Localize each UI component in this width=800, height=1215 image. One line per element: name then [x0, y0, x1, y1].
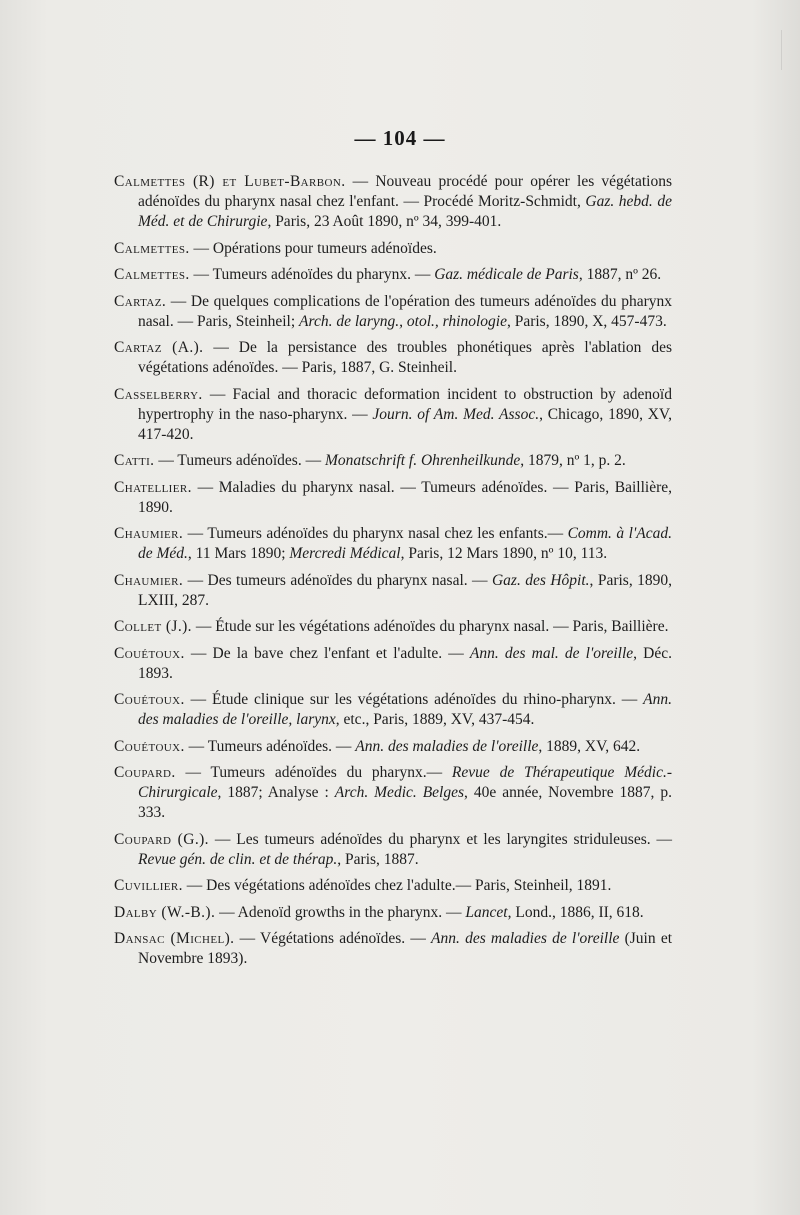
entry-source: Ann. des maladies de l'oreille — [431, 930, 620, 947]
entry-text: — Étude clinique sur les végétations adénoïdes du rhino-pharynx. — — [184, 691, 644, 708]
entry-author: Couétoux. — [114, 737, 185, 755]
entry-author: Calmettes (R) et Lubet-Barbon. — [114, 173, 346, 190]
page-number: — 104 — — [354, 126, 446, 150]
entry-author: Dalby (W.-B.). — [114, 903, 216, 921]
bibliography-entry — [114, 737, 672, 757]
entry-source-secondary: Arch. Medic. Belges — [334, 784, 465, 801]
entry-text: — Maladies du pharynx nasal. — Tumeurs adénoïdes. — Paris, Baillière, 1890. — [138, 478, 672, 516]
entry-source: Monatschrift f. Ohrenheilkunde — [324, 452, 521, 469]
bibliography-entry — [114, 338, 672, 378]
entry-text: — Tumeurs adénoïdes du pharynx. — — [189, 266, 435, 283]
entry-author: Calmettes. — [114, 266, 190, 283]
bibliography-entry — [114, 903, 672, 923]
entry-tail: (Juin et Novembre 1893). — [138, 930, 672, 967]
entry-source: Arch. de laryng., otol., rhinologie — [299, 312, 507, 330]
entry-text: — Des végétations adénoïdes chez l'adulte.— Paris, Steinheil, 1891. — [182, 877, 612, 894]
entry-text: — Tumeurs adénoïdes du pharynx nasal chez les enfants.— — [183, 525, 568, 542]
entry-author: Couétoux. — [114, 644, 185, 662]
entry-author: Calmettes. — [114, 239, 190, 257]
bibliography-entry — [114, 385, 672, 445]
entry-source-secondary: Mercredi Médical — [289, 545, 401, 562]
entry-tail: , 1889, XV, 642. — [538, 737, 641, 755]
entry-text: — Des tumeurs adénoïdes du pharynx nasal. — — [183, 571, 492, 589]
bibliography-entry — [114, 763, 672, 823]
entry-tail: , Déc. 1893. — [138, 644, 672, 682]
entry-tail: , Paris, 1890, X, 457-473. — [506, 312, 667, 330]
entry-tail: , etc., Paris, 1889, XV, 437-454. — [335, 711, 535, 728]
bibliography-entry — [114, 690, 672, 730]
entry-source: Ann. des mal. de l'oreille — [469, 644, 634, 662]
entry-text: — Tumeurs adénoïdes. — — [154, 452, 325, 469]
bibliography-entry — [114, 830, 672, 870]
bibliography-entry — [114, 929, 672, 969]
entry-author: Casselberry. — [114, 385, 203, 403]
entry-tail-secondary: , 40e année, Novembre 1887, p. 333. — [138, 784, 672, 821]
entry-text: — De quelques complications de l'opération des tumeurs adénoïdes du pharynx nasal. — Paris, Steinheil; — [138, 292, 672, 330]
bibliography-entry — [114, 239, 672, 259]
entry-tail: , Chicago, 1890, XV, 417-420. — [138, 405, 672, 443]
bibliography-entry — [114, 292, 672, 332]
entry-source: Comm. à l'Acad. de Méd. — [138, 525, 672, 562]
entry-tail: , Paris, 1887. — [337, 850, 419, 868]
entry-source: Ann. des maladies de l'oreille — [355, 737, 539, 755]
entry-source: Ann. des maladies de l'oreille, larynx — [138, 691, 672, 728]
page-edge-mark — [781, 30, 782, 70]
entry-tail: , Paris, 23 Août 1890, nº 34, 399-401. — [267, 213, 502, 230]
entry-text: — Végétations adénoïdes. — — [234, 930, 432, 947]
bibliography-list — [114, 172, 672, 976]
entry-author: Dansac (Michel). — [114, 930, 235, 947]
entry-author: Coupard (G.). — [114, 830, 209, 848]
entry-source: Gaz. médicale de Paris — [434, 266, 579, 283]
bibliography-entry — [114, 451, 672, 471]
entry-text: — De la persistance des troubles phonétiques après l'ablation des végétations adénoïdes. — Paris, 1887, G. Steinheil. — [138, 339, 672, 376]
entry-source: Revue de Thérapeutique Médic.-Chirurgicale — [138, 764, 673, 801]
bibliography-entry — [114, 876, 672, 896]
bibliography-entry — [114, 172, 672, 232]
entry-text: — Nouveau procédé pour opérer les végétations adénoïdes du pharynx nasal chez l'enfant. — Procédé Moritz-Schmidt, — [138, 173, 672, 210]
entry-text: — Les tumeurs adénoïdes du pharynx et les laryngites striduleuses. — — [208, 830, 673, 848]
entry-source: Gaz. des Hôpit. — [491, 571, 590, 589]
bibliography-entry — [114, 644, 672, 684]
entry-author: Chatellier. — [114, 478, 192, 496]
entry-source: Lancet — [465, 903, 508, 921]
entry-author: Chaumier. — [114, 571, 184, 589]
bibliography-entry — [114, 265, 672, 285]
entry-tail: , 1887, nº 26. — [578, 266, 662, 283]
entry-author: Cartaz. — [114, 292, 167, 310]
entry-source: Journ. of Am. Med. Assoc. — [372, 405, 540, 423]
entry-source: Revue gén. de clin. et de thérap. — [138, 850, 338, 868]
entry-text: — Tumeurs adénoïdes. — — [184, 737, 356, 755]
entry-text: — De la bave chez l'enfant et l'adulte. — — [184, 644, 470, 662]
entry-source: Gaz. hebd. de Méd. et de Chirurgie — [138, 193, 672, 230]
entry-text: — Opérations pour tumeurs adénoïdes. — [189, 239, 437, 257]
entry-tail: , 11 Mars 1890; — [187, 545, 290, 562]
bibliography-entry — [114, 524, 672, 564]
bibliography-entry — [114, 478, 672, 518]
entry-author: Cuvillier. — [114, 877, 183, 894]
entry-text: — Étude sur les végétations adénoïdes du pharynx nasal. — Paris, Baillière. — [191, 618, 669, 635]
entry-author: Collet (J.). — [114, 618, 192, 635]
entry-tail: , 1879, nº 1, p. 2. — [520, 452, 626, 469]
entry-text: — Adenoïd growths in the pharynx. — — [215, 903, 466, 921]
entry-author: Chaumier. — [114, 525, 184, 542]
entry-author: Catti. — [114, 452, 155, 469]
entry-author: Couétoux. — [114, 691, 185, 708]
entry-tail-secondary: , Paris, 12 Mars 1890, nº 10, 113. — [400, 545, 608, 562]
bibliography-entry — [114, 571, 672, 611]
entry-author: Cartaz (A.). — [114, 339, 204, 356]
bibliography-entry — [114, 617, 672, 637]
entry-tail: , Paris, 1890, LXIII, 287. — [138, 571, 672, 609]
entry-text: — Facial and thoracic deformation incident to obstruction by adenoïd hypertrophy in the naso-pharynx. — — [138, 385, 672, 423]
entry-tail: , 1887; Analyse : — [217, 784, 335, 801]
entry-text: — Tumeurs adénoïdes du pharynx.— — [175, 764, 452, 781]
entry-author: Coupard. — [114, 764, 176, 781]
entry-tail: , Lond., 1886, II, 618. — [507, 903, 644, 921]
